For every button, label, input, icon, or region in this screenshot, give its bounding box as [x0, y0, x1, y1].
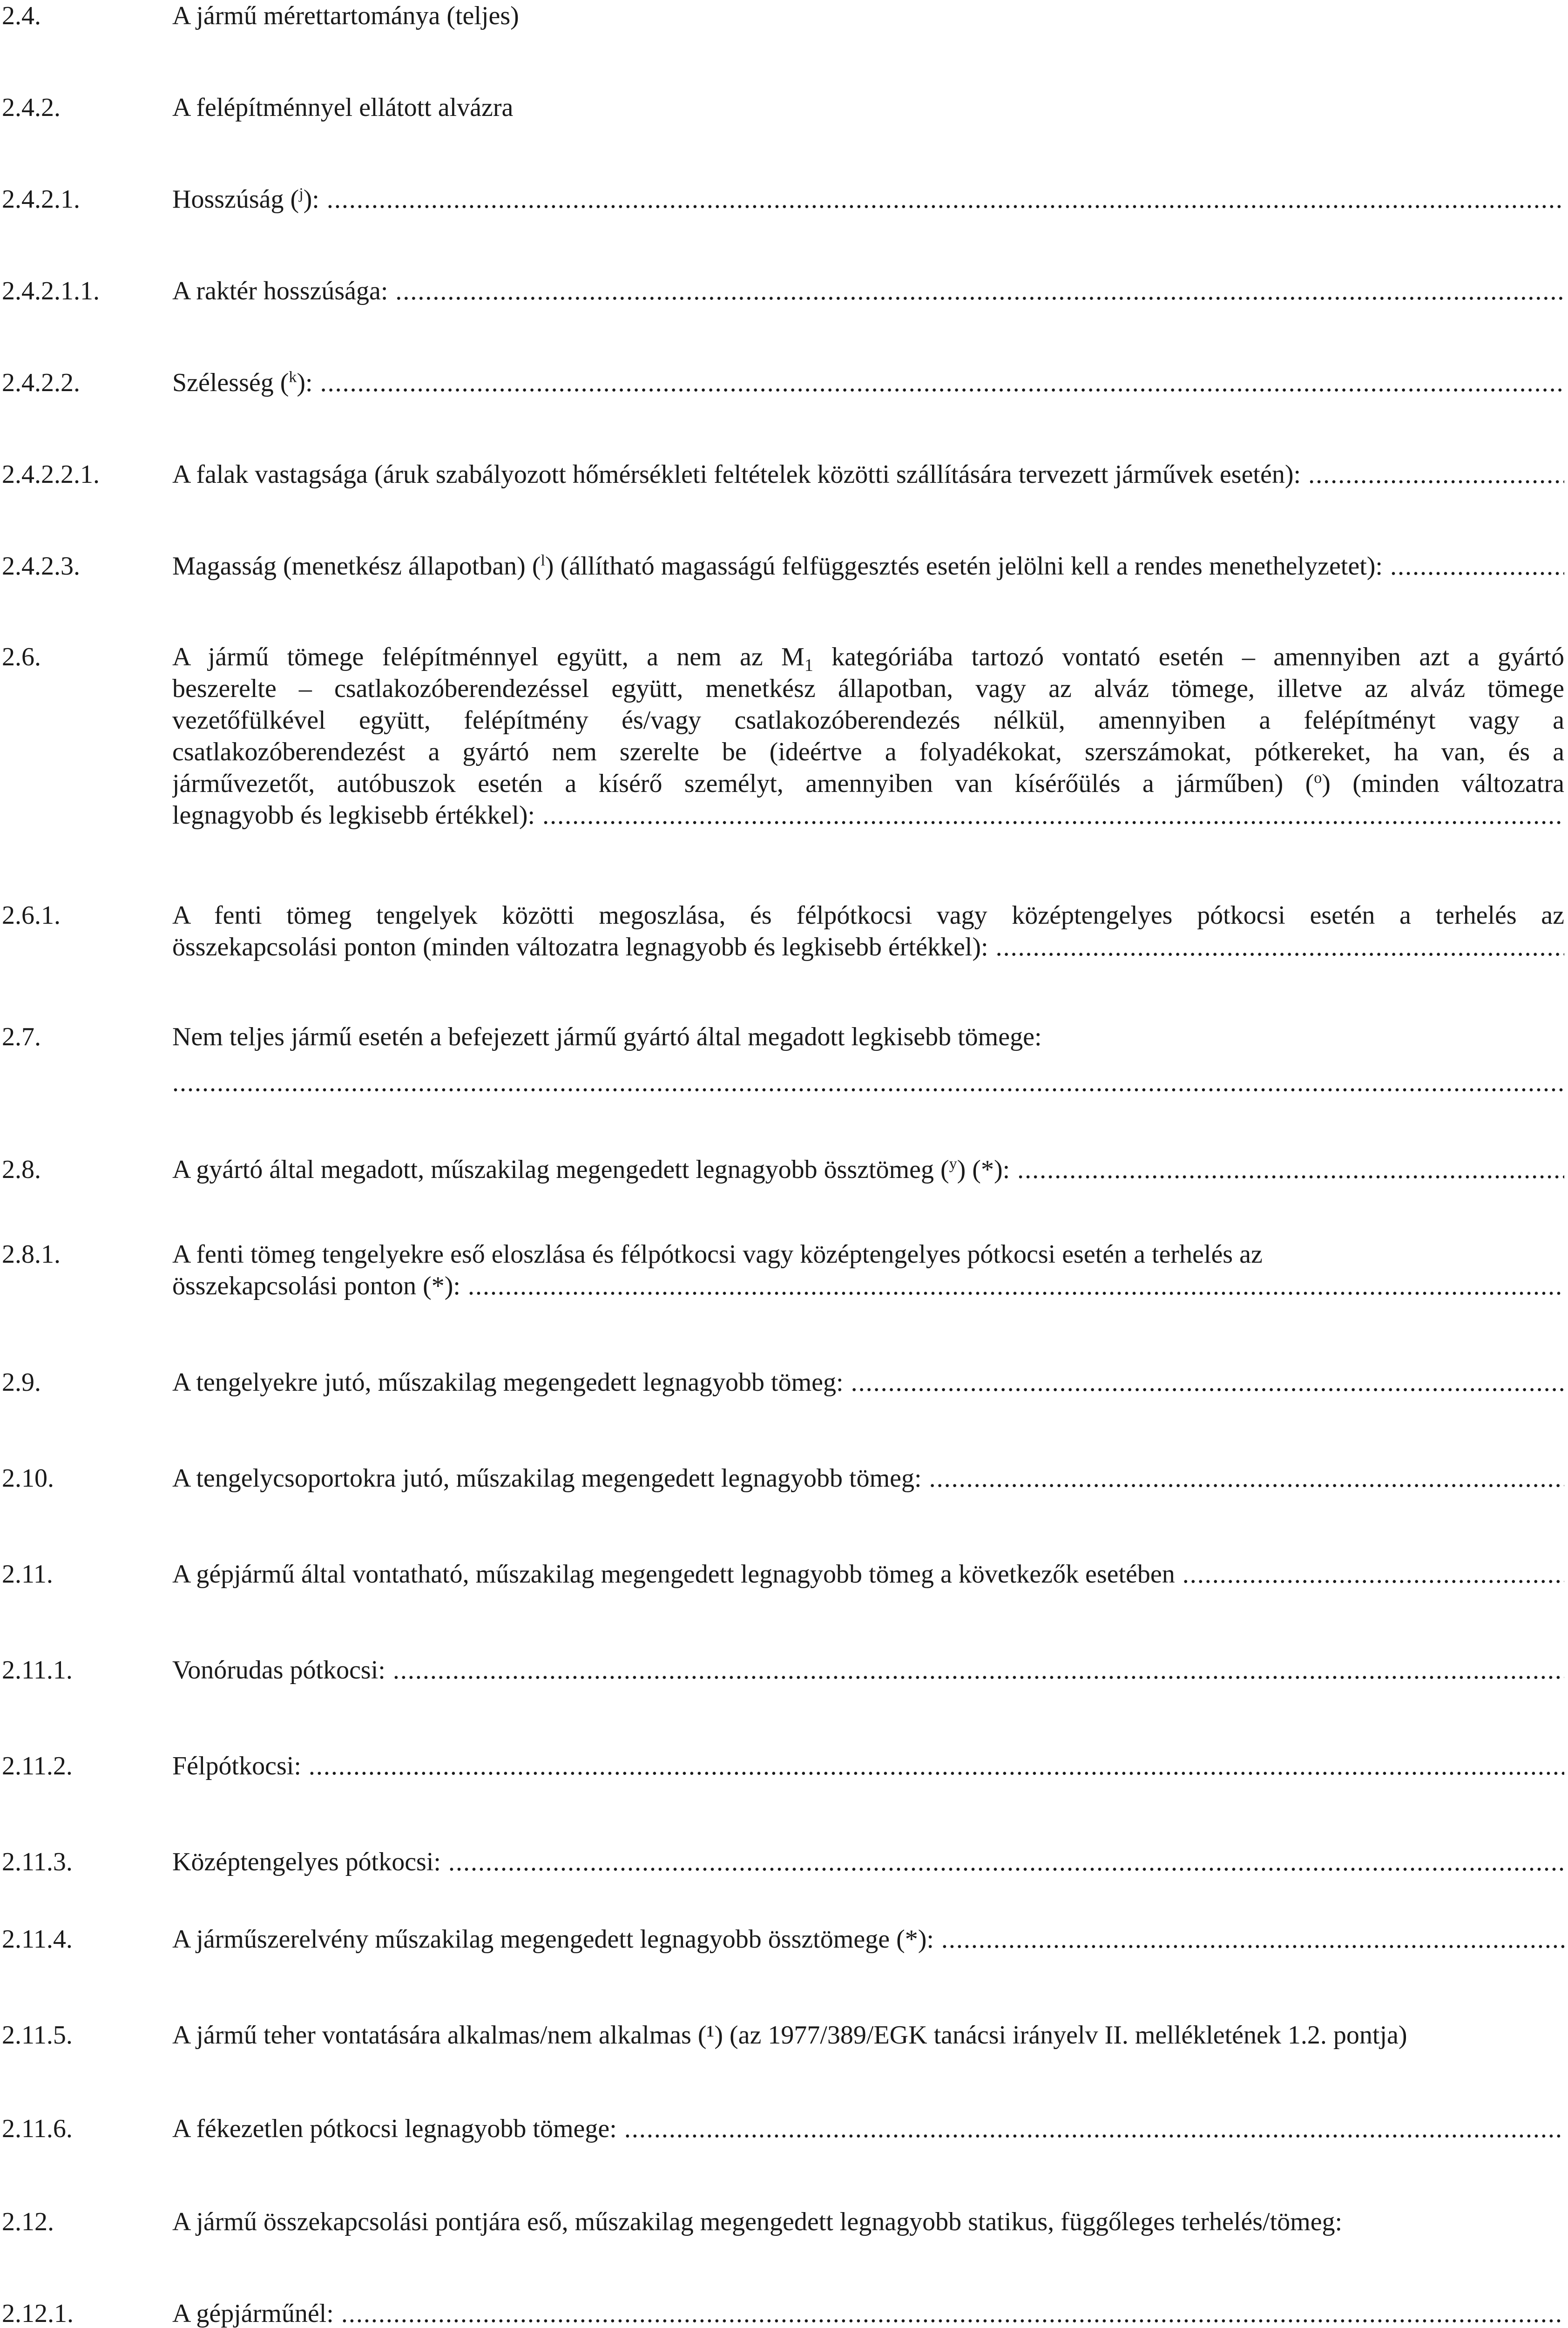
- entry-text: A gépjárműnél: .....: [172, 2298, 1564, 2328]
- entry-text: kategóriába tartozó vontató esetén – amennyiben azt a gyártó: [813, 643, 1564, 671]
- entry-text: A gépjármű által vontatható, műszakilag megengedett legnagyobb tömeg a következők esetében .....: [172, 1558, 1564, 1590]
- footnote-ref: j: [299, 185, 304, 203]
- footnote-ref: k: [289, 368, 297, 386]
- entry-text-line: [172, 641, 1564, 673]
- entry-text: ) (minden változatra: [1322, 769, 1564, 798]
- entry-number: 2.11.6.: [2, 2114, 73, 2143]
- entry-text-line: összekapcsolási ponton (minden változatra legnagyobb és legkisebb értékkel): .....: [172, 931, 1564, 963]
- entry-number: 2.11.4.: [2, 1925, 73, 1954]
- footnote-ref: y: [949, 1155, 957, 1173]
- entry-number: 2.4.: [2, 1, 41, 30]
- entry-number: 2.6.: [2, 643, 41, 671]
- entry-text: Magasság (menetkész állapotban) (: [172, 552, 541, 581]
- entry-text-line: legnagyobb és legkisebb értékkel): .....: [172, 799, 1564, 831]
- entry-number: 2.4.2.: [2, 93, 61, 122]
- entry-number: 2.4.2.2.1.: [2, 460, 100, 489]
- entry-text: ):: [303, 185, 319, 214]
- entry-text: A gyártó által megadott, műszakilag megengedett legnagyobb össztömeg (: [172, 1155, 949, 1184]
- entry-text-with-fill-dots: [172, 183, 1564, 215]
- entry-text: A tengelyekre jutó, műszakilag megengedett legnagyobb tömeg: .....: [172, 1367, 1564, 1398]
- entry-text: járművezetőt, autóbuszok esetén a kísérő személyt, amennyiben van kísérőülés a járműben) (: [172, 769, 1314, 798]
- entry-text-line: összekapcsolási ponton (*): .....: [172, 1270, 1564, 1302]
- entry-number: 2.4.2.3.: [2, 552, 80, 581]
- entry-text: Hosszúság (: [172, 185, 299, 214]
- entry-text: A jármű összekapcsolási pontjára eső, műszakilag megengedett legnagyobb statikus, függőleges terhelés/tömeg:: [172, 2207, 1343, 2236]
- entry-number: 2.12.: [2, 2207, 54, 2236]
- entry-number: 2.6.1.: [2, 901, 61, 930]
- entry-text-line: Nem teljes jármű esetén a befejezett jármű gyártó által megadott legkisebb tömege:: [172, 1022, 1042, 1051]
- footnote-ref: o: [1314, 769, 1322, 787]
- entry-number: 2.12.1.: [2, 2299, 74, 2328]
- entry-number: 2.7.: [2, 1022, 41, 1051]
- entry-text: Vonórudas pótkocsi: .....: [172, 1654, 1564, 1686]
- entry-text-line: beszerelte – csatlakozóberendezéssel együtt, menetkész állapotban, vagy az alváz tömege, illetve az alváz tömege: [172, 674, 1564, 703]
- fill-dots-line: [172, 1067, 1564, 1098]
- entry-text: A jármű mérettartománya (teljes): [172, 1, 519, 30]
- entry-text: ):: [297, 368, 313, 397]
- entry-text: A járműszerelvény műszakilag megengedett legnagyobb össztömege (*): .....: [172, 1923, 1564, 1955]
- entry-text-line: csatlakozóberendezést a gyártó nem szerelte be (ideértve a folyadékokat, szerszámokat, pótkereket, ha van, és a: [172, 738, 1564, 766]
- entry-number: 2.11.5.: [2, 2021, 73, 2050]
- entry-text: ) (állítható magasságú felfüggesztés esetén jelölni kell a rendes menethelyzetet):: [545, 552, 1383, 581]
- entry-number: 2.9.: [2, 1368, 41, 1397]
- entry-text: A jármű tömege felépítménnyel együtt, a nem az M: [172, 643, 804, 671]
- subscript: 1: [804, 656, 813, 673]
- footnote-ref: l: [541, 552, 545, 569]
- entry-text-line: A fenti tömeg tengelyekre eső eloszlása és félpótkocsi vagy középtengelyes pótkocsi esetén a terhelés az: [172, 1240, 1263, 1269]
- entry-text-line: A fenti tömeg tengelyek közötti megoszlása, és félpótkocsi vagy középtengelyes pótkocsi esetén a terhelés az: [172, 901, 1564, 930]
- entry-text: ) (*):: [957, 1155, 1010, 1184]
- entry-text: Középtengelyes pótkocsi: .....: [172, 1846, 1564, 1878]
- entry-number: 2.11.2.: [2, 1752, 73, 1780]
- entry-number: 2.11.1.: [2, 1656, 73, 1685]
- entry-number: 2.11.3.: [2, 1848, 73, 1876]
- entry-number: 2.4.2.1.: [2, 185, 80, 214]
- entry-text-with-fill-dots: [172, 1154, 1564, 1185]
- entry-text: A falak vastagsága (áruk szabályozott hőmérsékleti feltételek közötti szállítására tervezett járművek esetén): .....: [172, 459, 1564, 490]
- entry-text-line: vezetőfülkével együtt, felépítmény és/vagy csatlakozóberendezés nélkül, amennyiben a felépítményt vagy a: [172, 706, 1564, 735]
- entry-text-with-fill-dots: [172, 367, 1564, 399]
- entry-text: A jármű teher vontatására alkalmas/nem alkalmas (¹) (az 1977/389/EGK tanácsi irányelv II. mellékletének 1.2. pontja): [172, 2021, 1407, 2050]
- entry-text-with-fill-dots: [172, 550, 1564, 582]
- entry-text: Félpótkocsi: .....: [172, 1750, 1564, 1782]
- entry-text: A raktér hosszúsága: .....: [172, 275, 1564, 307]
- entry-number: 2.8.: [2, 1155, 41, 1184]
- entry-text: A felépítménnyel ellátott alvázra: [172, 93, 514, 122]
- entry-text: A fékezetlen pótkocsi legnagyobb tömege: .....: [172, 2113, 1564, 2145]
- entry-number: 2.4.2.1.1.: [2, 277, 100, 305]
- entry-number: 2.11.: [2, 1560, 53, 1589]
- entry-number: 2.10.: [2, 1464, 54, 1493]
- entry-text: Szélesség (: [172, 368, 289, 397]
- entry-text: A tengelycsoportokra jutó, műszakilag megengedett legnagyobb tömeg: .....: [172, 1462, 1564, 1494]
- entry-number: 2.4.2.2.: [2, 368, 80, 397]
- entry-text-line: [172, 768, 1564, 799]
- entry-number: 2.8.1.: [2, 1240, 61, 1269]
